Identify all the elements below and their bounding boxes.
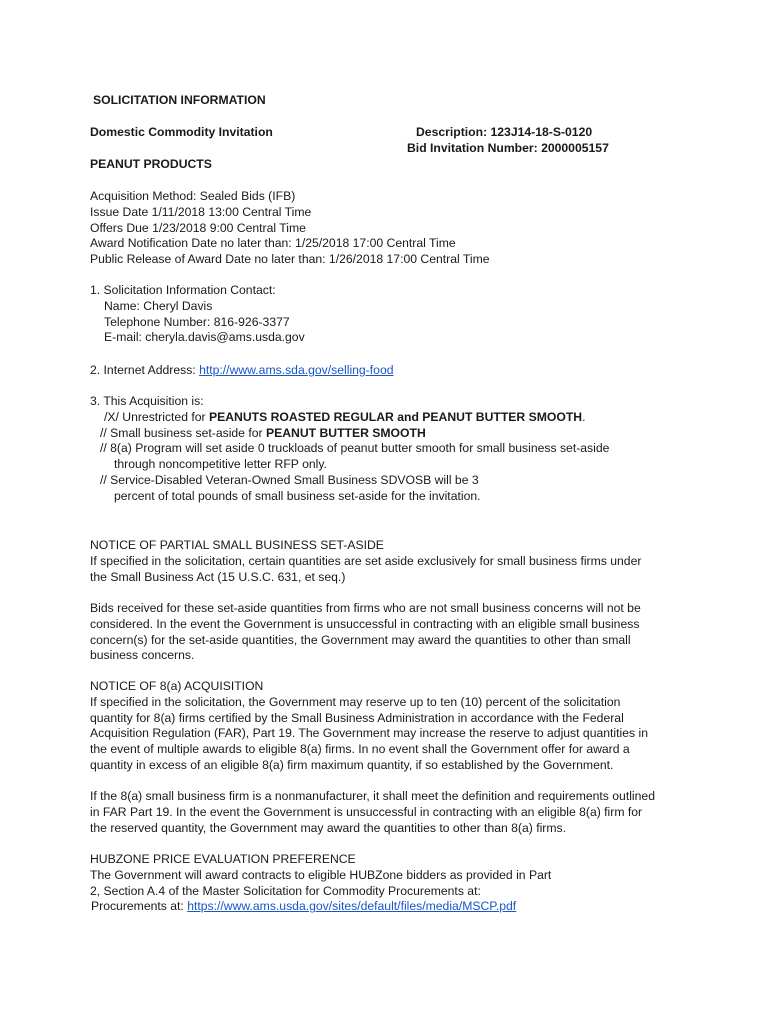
acquisition-block — [90, 394, 690, 505]
hubzone-line: 2, Section A.4 of the Master Solicitation for Commodity Procurements at: — [90, 883, 481, 898]
contact-heading: 1. Solicitation Information Contact: — [90, 283, 276, 297]
hubzone-block — [90, 852, 690, 915]
notice-8a-p2 — [90, 789, 690, 836]
description: Description: 123J14-18-S-0120 — [416, 125, 593, 139]
public-release-date: Public Release of Award Date no later than: 1/26/2018 17:00 Central Time — [90, 252, 490, 267]
notice-partial-p2-line: business concerns. — [90, 648, 195, 663]
notice-8a-p1-line: quantity in excess of an eligible 8(a) firm maximum quantity, if so established by the Government. — [90, 757, 614, 772]
notice-8a-heading: NOTICE OF 8(a) ACQUISITION — [90, 679, 264, 693]
sdvosb-line-1: // Service-Disabled Veteran-Owned Small Business SDVOSB will be 3 — [100, 472, 479, 487]
sdvosb-line-2: percent of total pounds of small business set-aside for the invitation. — [114, 488, 481, 503]
acquisition-heading: 3. This Acquisition is: — [90, 394, 204, 408]
notice-partial-p2 — [90, 601, 690, 664]
unrestricted-suffix: . — [582, 409, 586, 424]
product-heading: PEANUT PRODUCTS — [90, 157, 212, 171]
small-business-line — [90, 426, 690, 442]
internet-label: 2. Internet Address: — [90, 363, 200, 377]
hubzone-line: The Government will award contracts to eligible HUBZone bidders as provided in Part — [90, 867, 552, 882]
hubzone-heading: HUBZONE PRICE EVALUATION PREFERENCE — [90, 852, 356, 866]
notice-8a-block — [90, 679, 690, 774]
contact-name: Name: Cheryl Davis — [104, 298, 213, 313]
issue-date: Issue Date 1/11/2018 13:00 Central Time — [90, 204, 312, 219]
solicitation-title: SOLICITATION INFORMATION — [93, 93, 266, 107]
contact-phone: Telephone Number: 816-926-3377 — [104, 314, 290, 329]
notice-partial-p2-line: concern(s) for the set-aside quantities, the Government may award the quantities to other than small — [90, 632, 631, 647]
notice-8a-p1-line: the event of multiple awards to eligible 8(a) firms. In no event shall the Government offer for award a — [90, 742, 630, 757]
acquisition-method: Acquisition Method: Sealed Bids (IFB) — [90, 189, 296, 203]
unrestricted-prefix: /X/ Unrestricted for — [104, 409, 209, 424]
notice-8a-p2-line: the reserved quantity, the Government may award the quantities to other than 8(a) firms. — [90, 820, 567, 835]
notice-partial-p1-line: the Small Business Act (15 U.S.C. 631, et seq.) — [90, 569, 346, 584]
dates-block — [90, 189, 690, 268]
notice-8a-p1-line: If specified in the solicitation, the Government may reserve up to ten (10) percent of the solicitation — [90, 694, 621, 709]
contact-email: E-mail: cheryla.davis@ams.usda.gov — [104, 330, 305, 345]
hubzone-link-label: Procurements at: — [91, 899, 188, 914]
commodity-invitation: Domestic Commodity Invitation — [90, 125, 273, 139]
notice-8a-p2-line: If the 8(a) small business firm is a nonmanufacturer, it shall meet the definition and requirements outlined — [90, 789, 655, 803]
notice-8a-p1-line: quantity for 8(a) firms certified by the Small Business Administration in accordance with the Federal — [90, 710, 624, 725]
notice-8a-p2-line: in FAR Part 19. In the event the Government is unsuccessful in contracting with an eligible 8(a) firm for — [90, 804, 643, 819]
notice-partial-p1-line: If specified in the solicitation, certain quantities are set aside exclusively for small business firms under — [90, 553, 642, 568]
mscp-link[interactable]: https://www.ams.usda.gov/sites/default/files/media/MSCP.pdf — [187, 899, 517, 914]
contact-block — [90, 283, 690, 346]
notice-partial-heading: NOTICE OF PARTIAL SMALL BUSINESS SET-ASIDE — [90, 538, 384, 552]
bid-invitation-number: Bid Invitation Number: 2000005157 — [407, 141, 609, 155]
eight-a-line-2: through noncompetitive letter RFP only. — [114, 457, 327, 472]
small-business-product: PEANUT BUTTER SMOOTH — [265, 425, 426, 440]
notice-partial-block — [90, 538, 690, 585]
notice-8a-p1-line: Acquisition Regulation (FAR), Part 19. The Government may increase the reserve to adjust quantities in — [90, 726, 648, 741]
small-business-prefix: // Small business set-aside for — [100, 425, 266, 440]
eight-a-line-1: // 8(a) Program will set aside 0 truckloads of peanut butter smooth for small business set-aside — [100, 441, 610, 456]
hubzone-link-line — [90, 899, 690, 915]
award-notification-date: Award Notification Date no later than: 1/25/2018 17:00 Central Time — [90, 236, 456, 251]
offers-due: Offers Due 1/23/2018 9:00 Central Time — [90, 220, 306, 235]
internet-address — [90, 363, 690, 379]
notice-partial-p2-line: considered. In the event the Government is unsuccessful in contracting with an eligible small business — [90, 616, 640, 631]
unrestricted-products: PEANUTS ROASTED REGULAR and PEANUT BUTTER SMOOTH — [208, 409, 583, 424]
unrestricted-line — [90, 410, 690, 426]
notice-partial-p2-line: Bids received for these set-aside quantities from firms who are not small business concerns will not be — [90, 601, 641, 615]
internet-link[interactable]: http://www.ams.sda.gov/selling-food — [199, 363, 394, 377]
